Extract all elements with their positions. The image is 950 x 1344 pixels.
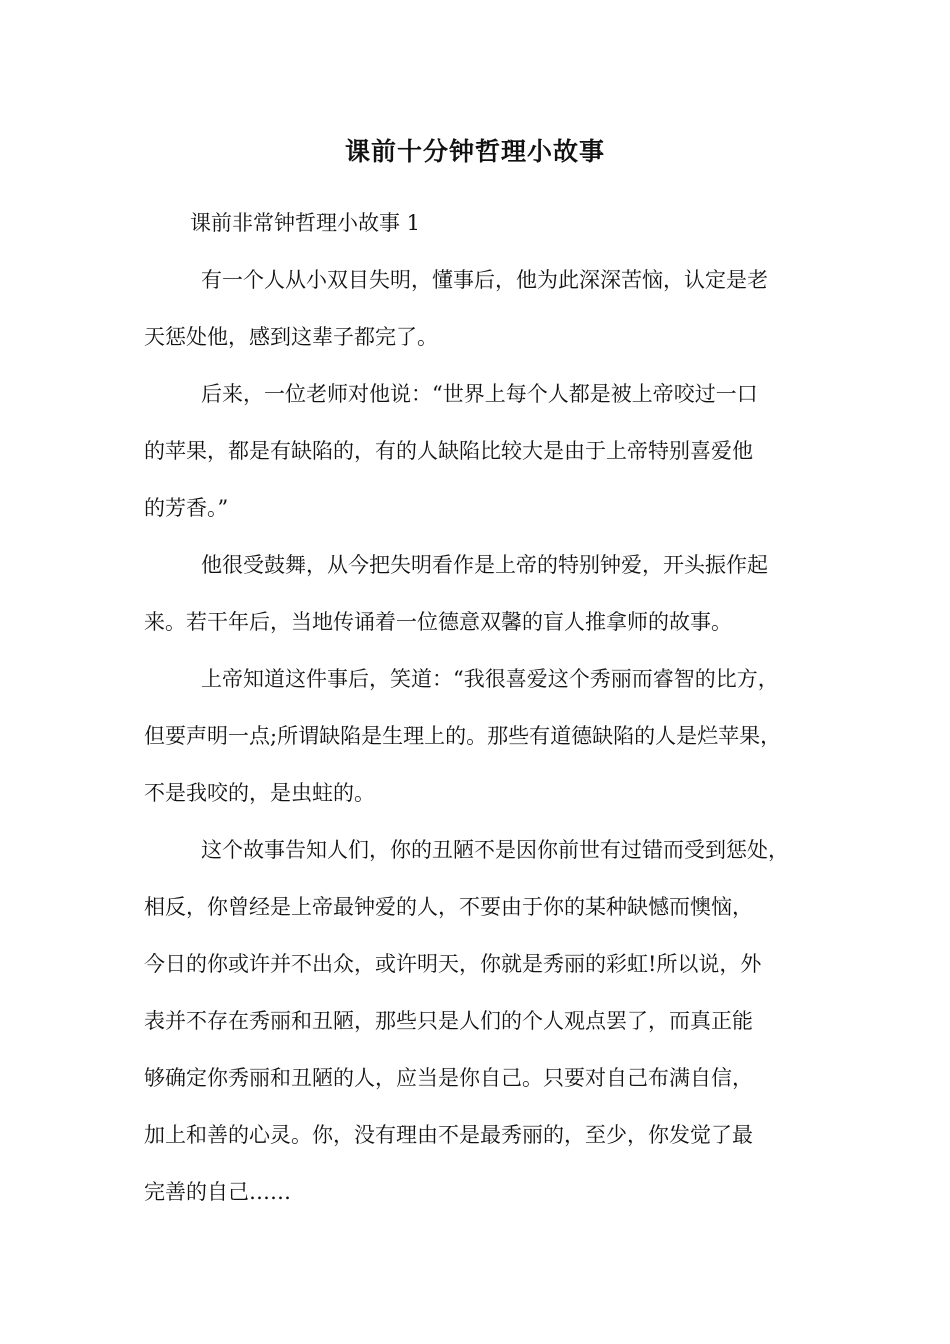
paragraph-line: 但要声明一点;所谓缺陷是生理上的。那些有道德缺陷的人是烂苹果， bbox=[144, 724, 782, 748]
paragraph-line: 的苹果，都是有缺陷的，有的人缺陷比较大是由于上帝特别喜爱他 bbox=[144, 439, 753, 463]
paragraph-line: 这个故事告知人们，你的丑陋不是因你前世有过错而受到惩处， bbox=[201, 838, 789, 862]
paragraph-line: 他很受鼓舞，从今把失明看作是上帝的特别钟爱，开头振作起 bbox=[201, 553, 768, 577]
paragraph-line: 表并不存在秀丽和丑陋，那些只是人们的个人观点罢了，而真正能 bbox=[144, 1009, 753, 1033]
paragraph-line: 上帝知道这件事后，笑道：“我很喜爱这个秀丽而睿智的比方， bbox=[201, 667, 779, 691]
paragraph-line: 的芳香。” bbox=[144, 496, 229, 520]
paragraph-line: 有一个人从小双目失明，懂事后，他为此深深苦恼，认定是老 bbox=[201, 268, 768, 292]
paragraph-line: 不是我咬的，是虫蛀的。 bbox=[144, 781, 375, 805]
paragraph-line: 完善的自己…… bbox=[144, 1180, 291, 1204]
paragraph-line: 来。若干年后，当地传诵着一位德意双馨的盲人推拿师的故事。 bbox=[144, 610, 732, 634]
story-subtitle: 课前非常钟哲理小故事 1 bbox=[190, 211, 421, 235]
paragraph-line: 后来，一位老师对他说：“世界上每个人都是被上帝咬过一口 bbox=[201, 382, 758, 406]
paragraph-line: 今日的你或许并不出众，或许明天，你就是秀丽的彩虹!所以说，外 bbox=[144, 952, 762, 976]
paragraph-line: 加上和善的心灵。你，没有理由不是最秀丽的，至少，你发觉了最 bbox=[144, 1123, 753, 1147]
paragraph-line: 够确定你秀丽和丑陋的人，应当是你自己。只要对自己布满自信， bbox=[144, 1066, 753, 1090]
paragraph-line: 相反，你曾经是上帝最钟爱的人，不要由于你的某种缺憾而懊恼， bbox=[144, 895, 753, 919]
document-title: 课前十分钟哲理小故事 bbox=[344, 137, 605, 166]
paragraph-line: 天惩处他，感到这辈子都完了。 bbox=[144, 325, 438, 349]
